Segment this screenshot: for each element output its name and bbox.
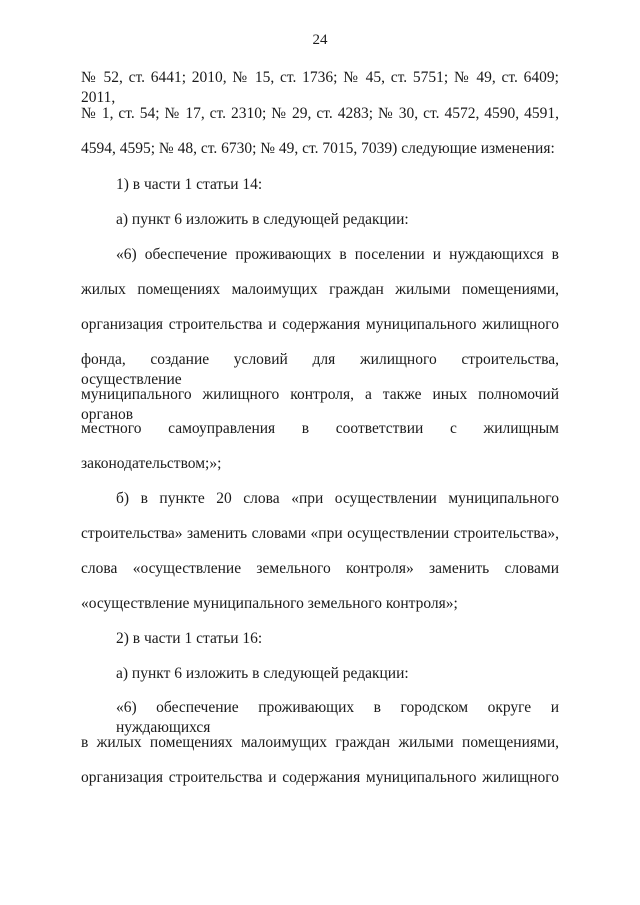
text-line: а) пункт 6 изложить в следующей редакции: [116,211,409,228]
text-line: «осуществление муниципального земельного контроля»; [81,595,458,612]
text-line: б) в пункте 20 слова «при осуществлении муниципального [116,490,559,507]
text-line: законодательством;»; [81,455,222,472]
text-line: а) пункт 6 изложить в следующей редакции: [116,665,409,682]
text-line: строительства» заменить словами «при осуществлении строительства», [81,525,559,542]
text-line: организация строительства и содержания муниципального жилищного [81,316,559,333]
page-number: 24 [312,32,328,48]
text-line: № 1, ст. 54; № 17, ст. 2310; № 29, ст. 4283; № 30, ст. 4572, 4590, 4591, [81,105,559,122]
text-line: жилых помещениях малоимущих граждан жилыми помещениями, [81,281,559,298]
text-line: № 52, ст. 6441; 2010, № 15, ст. 1736; № 45, ст. 5751; № 49, ст. 6409; 2011, [81,69,559,106]
text-line: местного самоуправления в соответствии с жилищным [81,420,559,437]
text-line: 2) в части 1 статьи 16: [116,630,263,647]
text-line: муниципального жилищного контроля, а также иных полномочий органов [81,386,559,423]
text-line: «6) обеспечение проживающих в городском округе и нуждающихся [116,699,559,736]
text-line: 4594, 4595; № 48, ст. 6730; № 49, ст. 7015, 7039) следующие изменения: [81,140,555,157]
text-line: «6) обеспечение проживающих в поселении и нуждающихся в [116,246,559,263]
text-line: слова «осуществление земельного контроля» заменить словами [81,560,559,577]
text-line: организация строительства и содержания муниципального жилищного [81,769,559,786]
text-line: фонда, создание условий для жилищного строительства, осуществление [81,351,559,388]
text-line: в жилых помещениях малоимущих граждан жилыми помещениями, [81,734,559,751]
text-line: 1) в части 1 статьи 14: [116,176,263,193]
